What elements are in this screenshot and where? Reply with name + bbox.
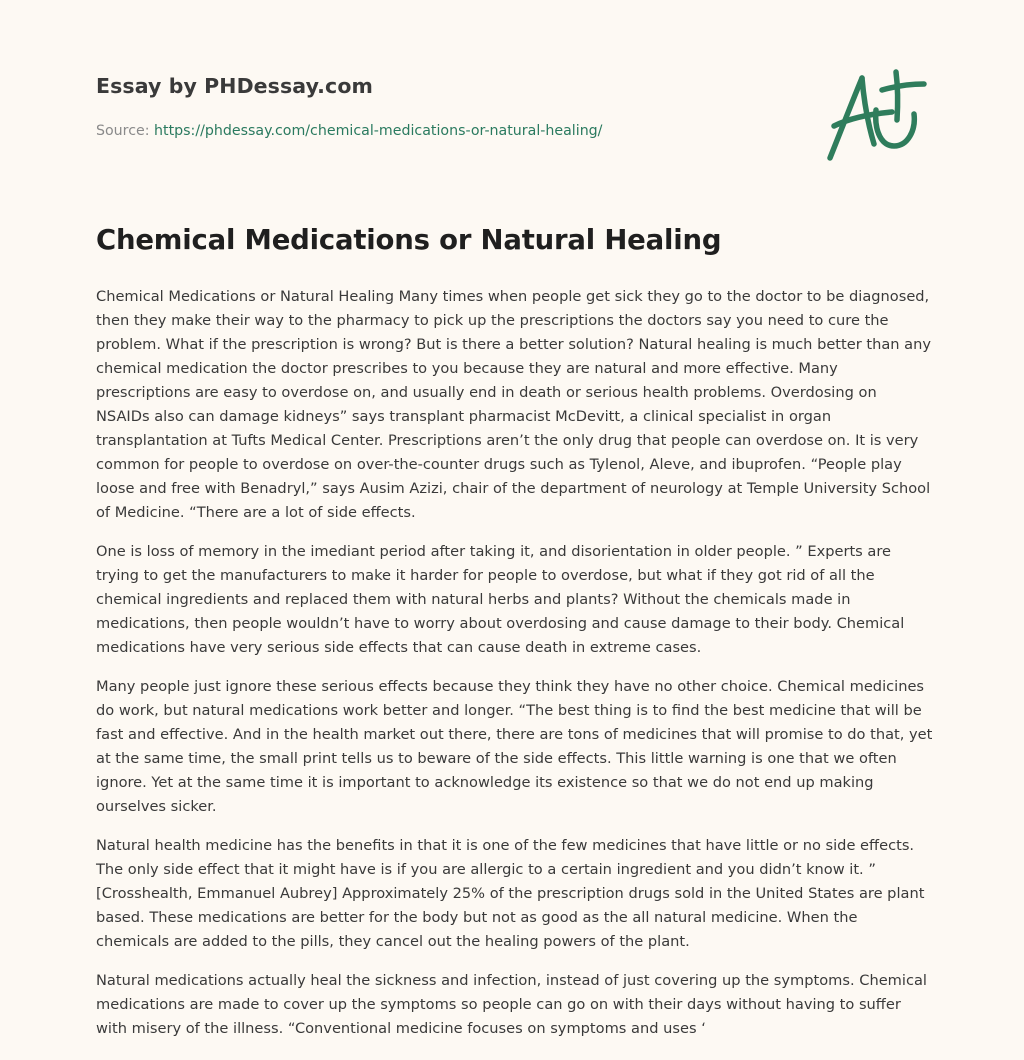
essay-paragraph: Many people just ignore these serious effects because they think they have no other choice. Chemical medicines do work, but natural medications work better and longer. “The best thing is to find the best medicine that will be fast and effective. And in the health market out there, there are tons of medicines that will promise to do that, yet at the same time, the small print tells us to beware of the side effects. This little warning is one that we often ignore. Yet at the same time it is important to acknowledge its existence so that we do not end up making ourselves sicker. [96, 678, 933, 815]
page-header [96, 74, 796, 139]
essay-title: Chemical Medications or Natural Healing [96, 224, 722, 256]
brand-title: Essay by PHDessay.com [96, 74, 373, 98]
essay-body [96, 285, 934, 1056]
a-plus-grade-icon [820, 66, 930, 166]
source-link[interactable]: https://phdessay.com/chemical-medications-or-natural-healing/ [154, 123, 603, 139]
source-label: Source: [96, 123, 150, 139]
essay-paragraph: Natural medications actually heal the sickness and infection, instead of just covering up the symptoms. Chemical medications are made to cover up the symptoms so people can go on with their days without having to suffer with misery of the illness. “Conventional medicine focuses on symptoms and uses ‘ [96, 972, 927, 1037]
essay-paragraph: Natural health medicine has the benefits in that it is one of the few medicines that have little or no side effects. The only side effect that it might have is if you are allergic to a certain ingredient and you didn’t know it. ” [Crosshealth, Emmanuel Aubrey] Approximately 25% of the prescription drugs sold in the United States are plant based. These medications are better for the body but not as good as the all natural medicine. When the chemicals are added to the pills, they cancel out the healing powers of the plant. [96, 837, 925, 950]
essay-paragraph: One is loss of memory in the imediant period after taking it, and disorientation in older people. ” Experts are trying to get the manufacturers to make it harder for people to overdose, but what if they got rid of all the chemical ingredients and replaced them with natural herbs and plants? Without the chemicals made in medications, then people wouldn’t have to worry about overdosing and cause damage to their body. Chemical medications have very serious side effects that can cause death in extreme cases. [96, 543, 905, 656]
essay-paragraph: Chemical Medications or Natural Healing Many times when people get sick they go to the doctor to be diagnosed, then they make their way to the pharmacy to pick up the prescriptions the doctors say you need to cure the problem. What if the prescription is wrong? But is there a better solution? Natural healing is much better than any chemical medication the doctor prescribes to you because they are natural and more effective. Many prescriptions are easy to overdose on, and usually end in death or serious health problems. Overdosing on NSAIDs also can damage kidneys” says transplant pharmacist McDevitt, a clinical specialist in organ transplantation at Tufts Medical Center. Prescriptions aren’t the only drug that people can overdose on. It is very common for people to overdose on over-the-counter drugs such as Tylenol, Aleve, and ibuprofen. “People play loose and free with Benadryl,” says Ausim Azizi, chair of the department of neurology at Temple University School of Medicine. “There are a lot of side effects. [96, 288, 931, 521]
source-line [96, 123, 796, 139]
